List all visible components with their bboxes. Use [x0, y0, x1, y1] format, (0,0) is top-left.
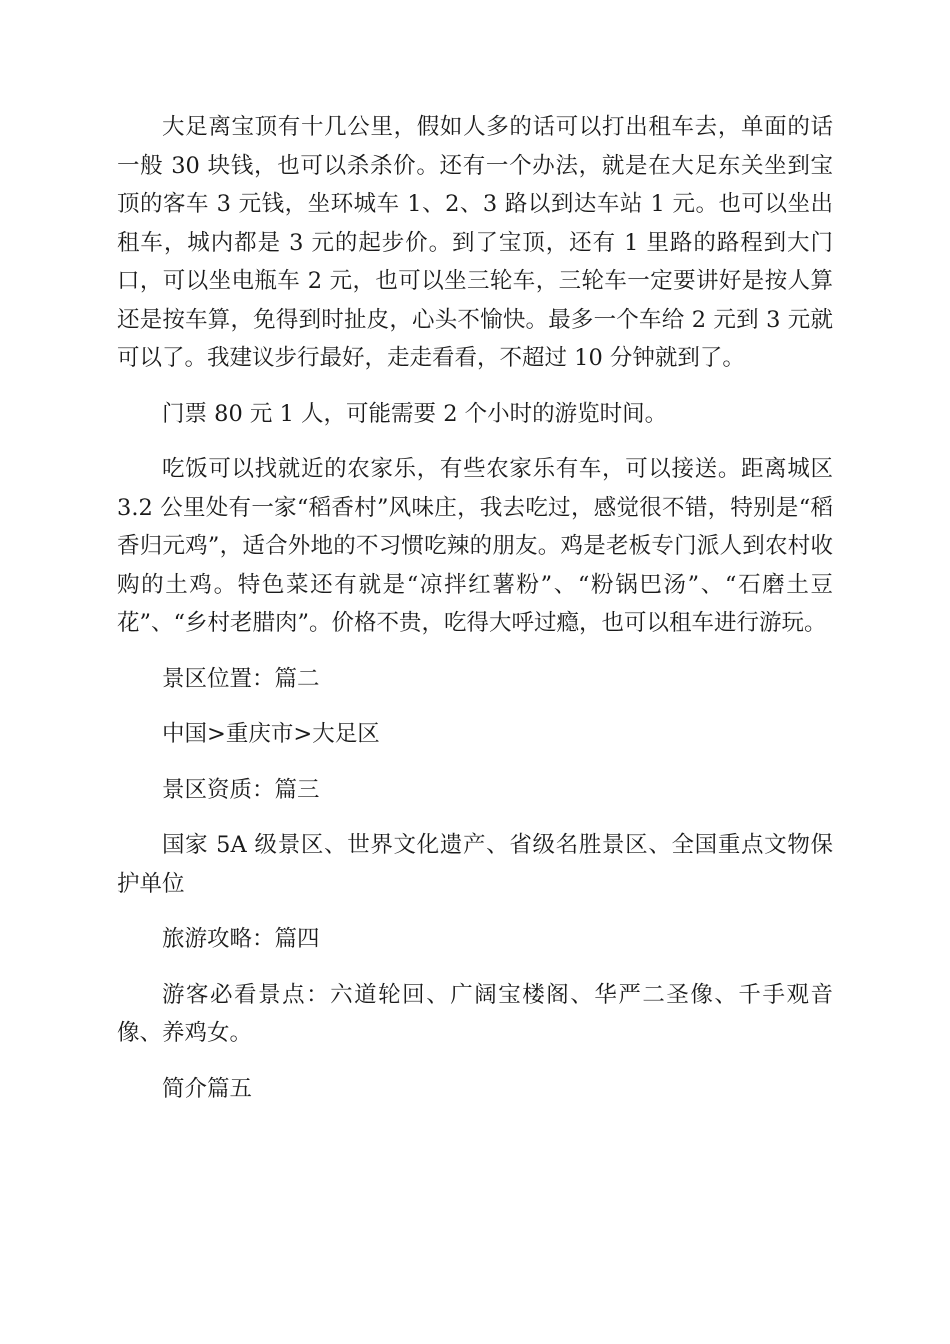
heading-location: 景区位置：篇二 [162, 665, 320, 692]
paragraph-qualification: 国家 5A 级景区、世界文化遗产、省级名胜景区、全国重点文物保护单位 [117, 832, 833, 897]
heading-guide: 旅游攻略：篇四 [162, 926, 320, 952]
paragraph-transport: 大足离宝顶有十几公里，假如人多的话可以打出租车去，单面的话一般 30 块钱，也可以杀杀价。还有一个办法，就是在大足东关坐到宝顶的客车 3 元钱，坐环城车 1、2、3 路以到达车站 1 元。也可以坐出租车，城内都是 3 元的起步价。到了宝顶，还有 1 里路的路程到大门口，可以坐电瓶车 2 元，也可以坐三轮车，三轮车一定要讲好是按人算还是按车算，免得到时扯皮，心头不愉快。最多一个车给 2 元到 3 元就可以了。我建议步行最好，走走看看，不超过 10 分钟就到了。 [117, 114, 833, 371]
paragraph-must-see: 游客必看景点：六道轮回、广阔宝楼阁、华严二圣像、千手观音像、养鸡女。 [117, 981, 833, 1046]
document-page [117, 108, 833, 1125]
heading-qualification: 景区资质：篇三 [162, 776, 320, 803]
heading-intro: 简介篇五 [162, 1075, 253, 1102]
paragraph-dining: 吃饭可以找就近的农家乐，有些农家乐有车，可以接送。距离城区 3.2 公里处有一家“稻香村”风味庄，我去吃过，感觉很不错，特别是“稻香归元鸡”，适合外地的不习惯吃辣的朋友。鸡是老板专门派人到农村收购的土鸡。特色菜还有就是“凉拌红薯粉”、“粉锅巴汤”、“石磨土豆花”、“乡村老腊肉”。价格不贵，吃得大呼过瘾，也可以租车进行游玩。 [117, 456, 833, 636]
paragraph-ticket: 门票 80 元 1 人，可能需要 2 个小时的游览时间。 [162, 400, 668, 427]
paragraph-location: 中国>重庆市>大足区 [162, 721, 380, 747]
